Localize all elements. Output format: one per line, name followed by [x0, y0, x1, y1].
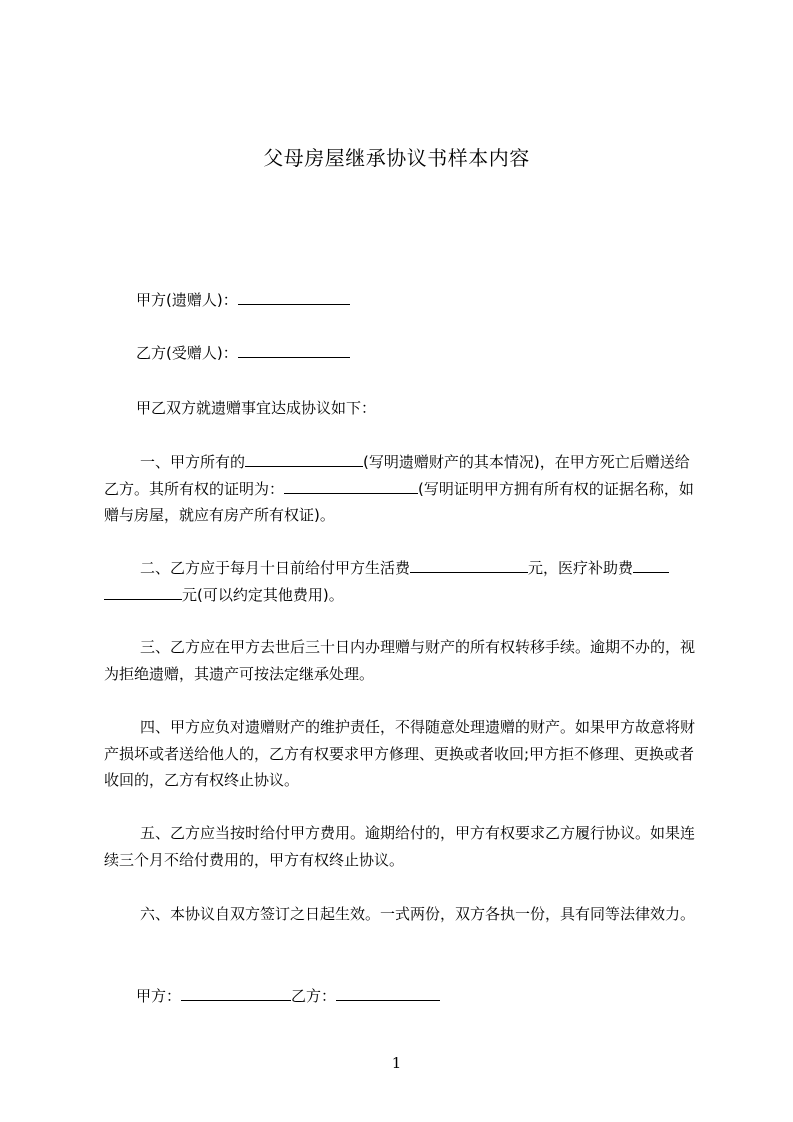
clause-6-text: 六、本协议自双方签订之日起生效。一式两份，双方各执一份，具有同等法律效力。 [140, 905, 696, 923]
clause-1 [104, 449, 702, 529]
clause-6 [104, 901, 702, 928]
clause-3-text: 三、乙方应在甲方去世后三十日内办理赠与财产的所有权转移手续。逾期不办的，视为拒绝遗赠，其遗产可按法定继承处理。 [104, 638, 696, 683]
sign-b-label: 乙方： [291, 987, 337, 1005]
clause-2-blank-c [104, 585, 182, 600]
clause-1-blank-b [284, 479, 418, 494]
clause-5 [104, 820, 702, 873]
clause-4 [104, 714, 702, 794]
clause-2-blank-b [633, 558, 669, 573]
clause-5-text: 五、乙方应当按时给付甲方费用。逾期给付的，甲方有权要求乙方履行协议。如果连续三个月不给付费用的，甲方有权终止协议。 [104, 824, 696, 869]
sign-b-blank [336, 986, 440, 1001]
party-a-line [136, 289, 350, 311]
intro-text: 甲乙双方就遗赠事宜达成协议如下： [136, 399, 377, 417]
party-a-blank [238, 290, 350, 305]
party-a-label: 甲方(遗赠人)： [136, 291, 238, 309]
page-number: 1 [391, 1054, 402, 1072]
clause-3 [104, 634, 702, 687]
sign-a-label: 甲方： [136, 987, 182, 1005]
clause-2-text-b: 元，医疗补助费 [528, 559, 634, 577]
document-title: 父母房屋继承协议书样本内容 [263, 146, 530, 170]
sign-a-blank [181, 986, 291, 1001]
clause-1-blank-a [245, 452, 363, 467]
clause-1-text-b: (写明遗赠财产的其本情况)，在甲方死亡后赠送给乙方。其所有权的证明为： [104, 453, 690, 498]
party-b-blank [238, 343, 350, 358]
clause-2 [104, 555, 702, 608]
party-b-line [136, 342, 350, 364]
clause-2-text-c: 元(可以约定其他费用)。 [182, 585, 344, 604]
signature-line [136, 985, 440, 1007]
clause-2-text-a: 二、乙方应于每月十日前给付甲方生活费 [140, 559, 411, 577]
clause-1-text-a: 一、甲方所有的 [140, 453, 246, 471]
clause-1-text-c: (写明证明甲方拥有所有权的证据名称，如赠与房屋，就应有房产所有权证)。 [104, 479, 694, 524]
clause-2-blank-a [410, 558, 528, 573]
party-b-label: 乙方(受赠人)： [136, 344, 238, 362]
clause-4-text: 四、甲方应负对遗赠财产的维护责任，不得随意处理遗赠的财产。如果甲方故意将财产损坏或者送给他人的，乙方有权要求甲方修理、更换或者收回;甲方拒不修理、更换或者收回的，乙方有权终止协议。 [104, 718, 696, 789]
